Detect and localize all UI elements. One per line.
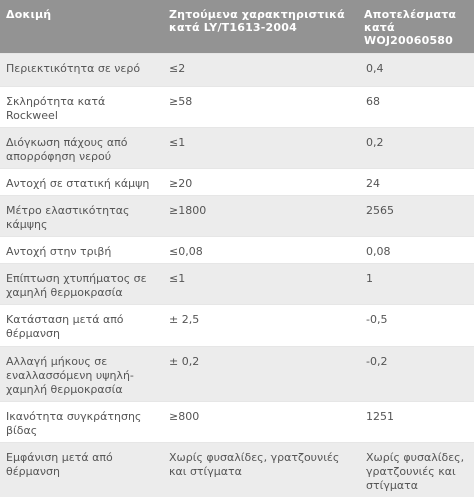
table-header [0,0,474,54]
table-row [0,402,474,443]
cell-test: Αλλαγή μήκους σε εναλλασσόμενη υψηλή-χαμηλή θερμοκρασία [0,347,163,402]
cell-result: Χωρίς φυσαλίδες, γρατζουνιές και στίγματα [358,443,474,497]
header-row [0,0,474,54]
cell-test: Κατάσταση μετά από θέρμανση [0,305,163,347]
cell-result: 0,4 [358,54,474,87]
table-row [0,347,474,402]
cell-required: ≤1 [163,128,358,169]
cell-required: ≥800 [163,402,358,443]
cell-test: Ικανότητα συγκράτησης βίδας [0,402,163,443]
cell-required: ≥20 [163,169,358,196]
cell-test: Επίπτωση χτυπήματος σε χαμηλή θερμοκρασία [0,264,163,305]
header-required-characteristics: Ζητούμενα χαρακτηριστικά κατά LY/T1613-2004 [163,0,358,54]
table-row [0,264,474,305]
cell-required: Χωρίς φυσαλίδες, γρατζουνιές και στίγματα [163,443,358,497]
header-results: Αποτελέσματα κατά WOJ20060580 [358,0,474,54]
cell-required: ± 2,5 [163,305,358,347]
table-row [0,54,474,87]
cell-result: -0,5 [358,305,474,347]
cell-test: Σκληρότητα κατά Rockweel [0,87,163,128]
table-row [0,196,474,237]
table-row [0,443,474,497]
cell-test: Μέτρο ελαστικότητας κάμψης [0,196,163,237]
cell-required: ≤1 [163,264,358,305]
header-test: Δοκιμή [0,0,163,54]
cell-required: ≥1800 [163,196,358,237]
cell-result: 24 [358,169,474,196]
cell-result: 68 [358,87,474,128]
table-row [0,87,474,128]
table-body [0,54,474,497]
cell-required: ≥58 [163,87,358,128]
table-row [0,128,474,169]
cell-result: 0,08 [358,237,474,264]
cell-result: -0,2 [358,347,474,402]
cell-required: ± 0,2 [163,347,358,402]
table-row [0,169,474,196]
cell-required: ≤0,08 [163,237,358,264]
cell-test: Περιεκτικότητα σε νερό [0,54,163,87]
cell-result: 1 [358,264,474,305]
cell-result: 0,2 [358,128,474,169]
cell-test: Αντοχή στην τριβή [0,237,163,264]
cell-test: Διόγκωση πάχους από απορρόφηση νερού [0,128,163,169]
cell-result: 2565 [358,196,474,237]
cell-test: Εμφάνιση μετά από θέρμανση [0,443,163,497]
cell-required: ≤2 [163,54,358,87]
cell-test: Αντοχή σε στατική κάμψη [0,169,163,196]
table-row [0,237,474,264]
table-row [0,305,474,347]
cell-result: 1251 [358,402,474,443]
